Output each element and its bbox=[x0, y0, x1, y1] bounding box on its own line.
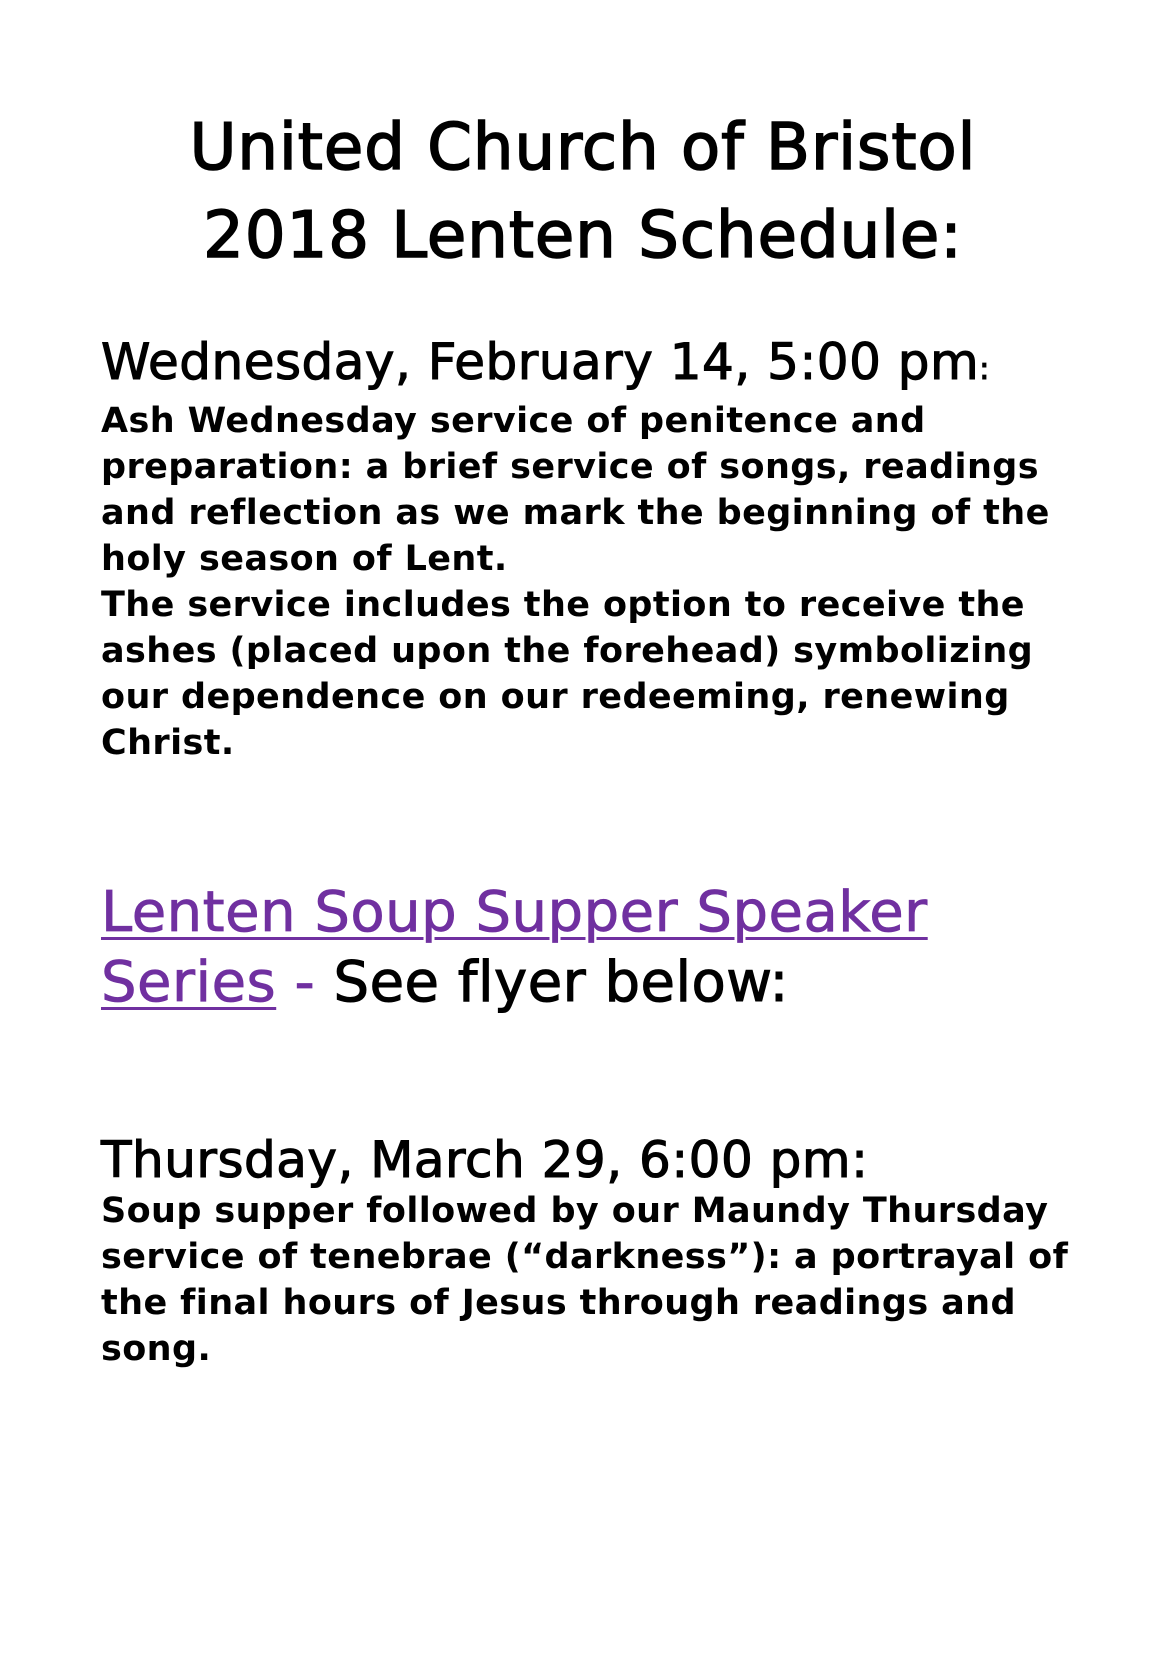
thursday-line: the final hours of Jesus through readings and bbox=[101, 1283, 1016, 1323]
maundy-thursday-section bbox=[101, 1130, 1081, 1372]
soup-supper-link[interactable]: Lenten Soup Supper Speaker bbox=[101, 880, 928, 945]
soup-supper-line-1 bbox=[101, 878, 1081, 948]
ash-line: Christ. bbox=[101, 723, 235, 763]
ash-line: our dependence on our redeeming, renewing bbox=[101, 677, 1010, 717]
page-title bbox=[0, 104, 1166, 280]
soup-supper-section bbox=[101, 878, 1081, 1018]
ash-line: The service includes the option to receive the bbox=[101, 585, 1025, 625]
ash-line: preparation: a brief service of songs, readings bbox=[101, 447, 1039, 487]
soup-supper-link-series[interactable]: Series bbox=[101, 950, 277, 1015]
soup-supper-dash: - bbox=[276, 950, 334, 1015]
soup-supper-line-2 bbox=[101, 948, 1081, 1018]
maundy-thursday-description bbox=[101, 1188, 1081, 1372]
ash-wednesday-section bbox=[101, 332, 1081, 766]
ash-line: holy season of Lent. bbox=[101, 539, 508, 579]
title-line-1: United Church of Bristol bbox=[189, 111, 977, 185]
thursday-line: song. bbox=[101, 1329, 212, 1369]
title-line-2: 2018 Lenten Schedule: bbox=[203, 199, 963, 273]
ash-line: ashes (placed upon the forehead) symbolizing bbox=[101, 631, 1034, 671]
see-flyer-text: See flyer below: bbox=[333, 950, 789, 1015]
thursday-line: service of tenebrae (“darkness”): a portrayal of bbox=[101, 1237, 1069, 1277]
ash-line: and reflection as we mark the beginning of the bbox=[101, 493, 1050, 533]
ash-wednesday-date: Wednesday, February 14, 5:00 pm bbox=[101, 333, 980, 391]
maundy-thursday-heading: Thursday, March 29, 6:00 pm: bbox=[101, 1131, 869, 1189]
thursday-line: Soup supper followed by our Maundy Thursday bbox=[101, 1191, 1049, 1231]
ash-wednesday-heading bbox=[101, 332, 1081, 400]
ash-wednesday-colon: : bbox=[979, 352, 990, 387]
ash-line: Ash Wednesday service of penitence and bbox=[101, 401, 926, 441]
ash-wednesday-description bbox=[101, 398, 1081, 766]
